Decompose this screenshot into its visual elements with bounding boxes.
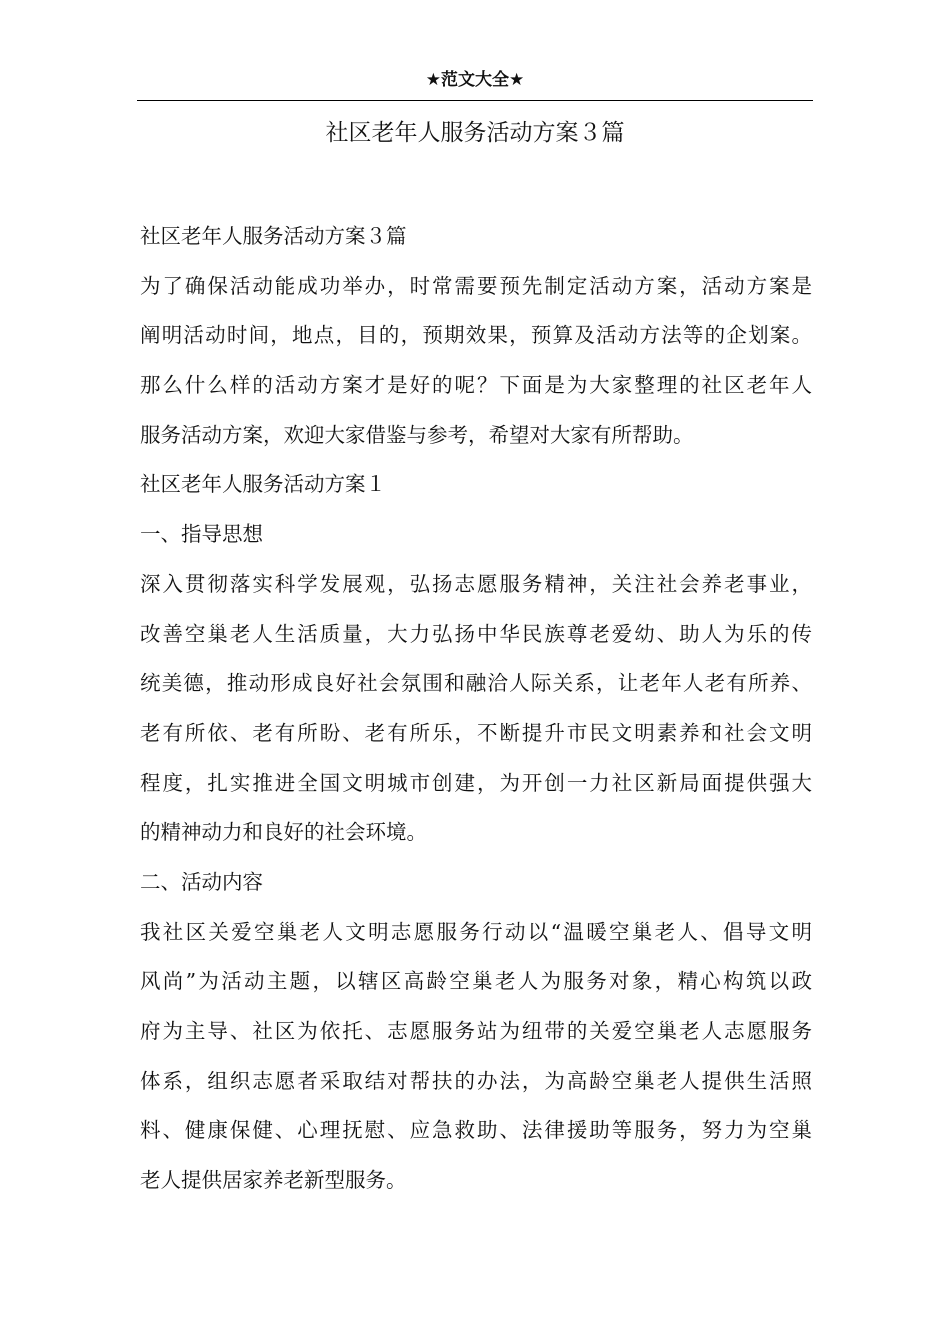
running-header-title: ★范文大全★ [425, 70, 525, 90]
section-heading: 社区老年人服务活动方案１ [140, 472, 386, 497]
body-line: 改善空巢老人生活质量，大力弘扬中华民族尊老爱幼、助人为乐的传 [140, 621, 812, 646]
document-body [140, 212, 812, 1206]
body-line: 程度，扎实推进全国文明城市创建，为开创一力社区新局面提供强大 [140, 770, 812, 795]
section-heading: 一、指导思想 [140, 522, 263, 547]
body-line: 料、健康保健、心理抚慰、应急救助、法律援助等服务，努力为空巢 [140, 1118, 812, 1143]
body-line: 阐明活动时间，地点，目的，预期效果，预算及活动方法等的企划案。 [140, 323, 812, 348]
body-line: 深入贯彻落实科学发展观，弘扬志愿服务精神，关注社会养老事业， [140, 571, 812, 596]
body-line: 老人提供居家养老新型服务。 [140, 1168, 407, 1193]
section-heading: 二、活动内容 [140, 869, 263, 894]
body-line: 服务活动方案，欢迎大家借鉴与参考，希望对大家有所帮助。 [140, 422, 694, 447]
body-line: 风尚”为活动主题，以辖区高龄空巢老人为服务对象，精心构筑以政 [140, 969, 812, 994]
body-line: 府为主导、社区为依托、志愿服务站为纽带的关爱空巢老人志愿服务 [140, 1019, 812, 1043]
body-line: 为了确保活动能成功举办，时常需要预先制定活动方案，活动方案是 [140, 273, 812, 298]
header-divider [137, 100, 813, 101]
body-line: 社区老年人服务活动方案３篇 [140, 224, 407, 248]
document-title: 社区老年人服务活动方案３篇 [325, 120, 625, 146]
body-line: 统美德，推动形成良好社会氛围和融洽人际关系，让老年人老有所养、 [140, 671, 812, 696]
body-line: 体系，组织志愿者采取结对帮扶的办法，为高龄空巢老人提供生活照 [140, 1068, 812, 1093]
body-line: 我社区关爱空巢老人文明志愿服务行动以“温暖空巢老人、倡导文明 [140, 919, 812, 944]
body-line: 那么什么样的活动方案才是好的呢？下面是为大家整理的社区老年人 [140, 373, 812, 398]
body-line: 老有所依、老有所盼、老有所乐，不断提升市民文明素养和社会文明 [140, 720, 812, 745]
body-line: 的精神动力和良好的社会环境。 [140, 820, 427, 845]
